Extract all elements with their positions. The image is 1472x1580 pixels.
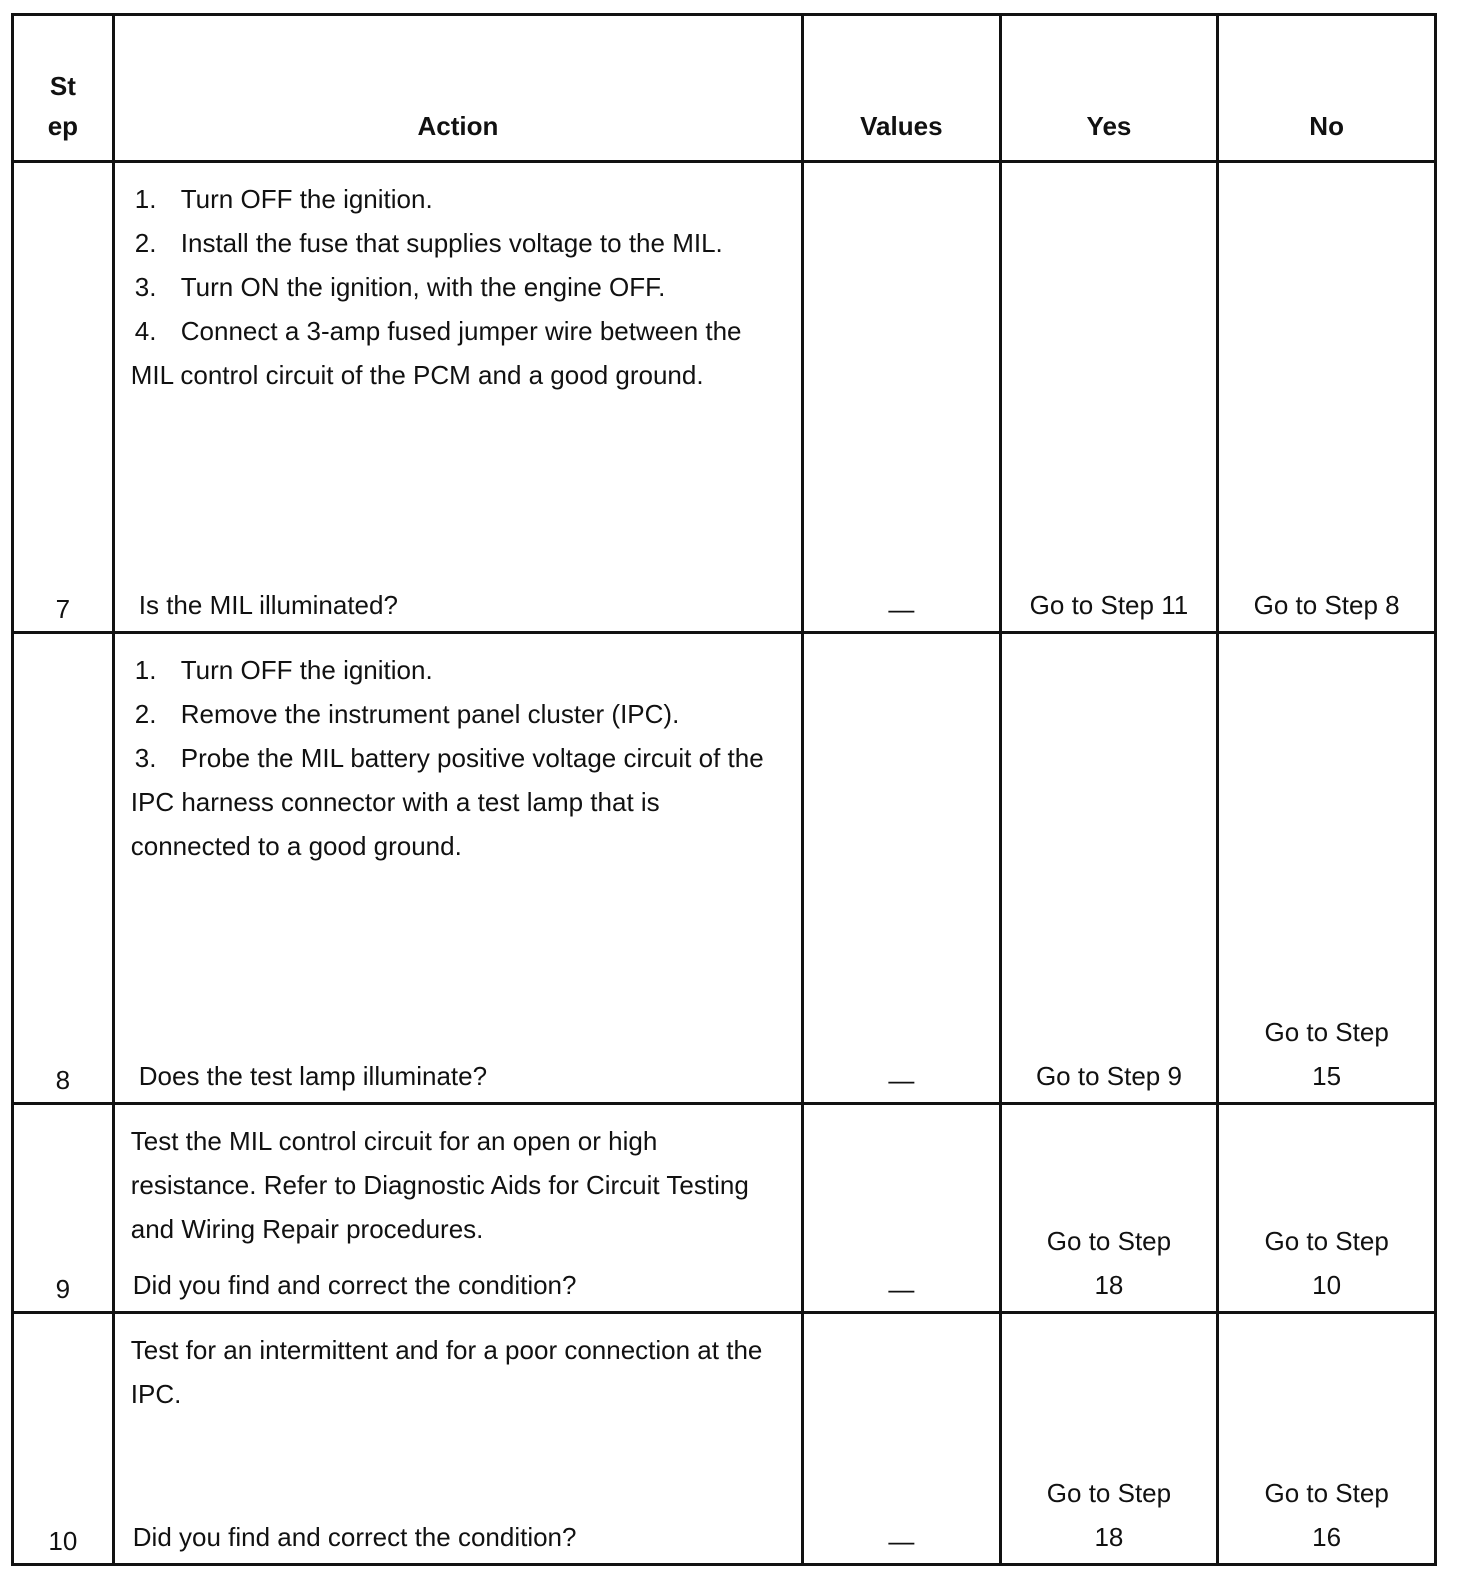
no-cell: Go to Step 16 xyxy=(1218,1313,1436,1565)
no-cell: Go to Step 8 xyxy=(1218,162,1436,633)
list-item: 3. Probe the MIL battery positive voltage circuit of the IPC harness connector with a test lamp that is connected to a good ground. xyxy=(130,743,764,861)
values-cell: — xyxy=(803,162,1001,633)
action-cell xyxy=(113,633,802,1104)
question-text: Is the MIL illuminated? xyxy=(138,590,398,620)
yes-cell: Go to Step 18 xyxy=(1000,1104,1218,1313)
action-text: Test the MIL control circuit for an open or high resistance. Refer to Diagnostic Aids for Circuit Testing and Wiring Repair procedures. xyxy=(130,1126,749,1244)
step-number: 9 xyxy=(13,1104,114,1313)
list-item: 1. Turn OFF the ignition. xyxy=(134,655,433,685)
action-cell xyxy=(113,1313,802,1565)
values-cell: — xyxy=(803,1104,1001,1313)
question-text: Does the test lamp illuminate? xyxy=(138,1061,488,1091)
step-number: 7 xyxy=(13,162,114,633)
header-row xyxy=(13,15,1436,162)
values-cell: — xyxy=(803,633,1001,1104)
diagnostic-table xyxy=(11,13,1437,1566)
question-text: Did you find and correct the condition? xyxy=(132,1522,577,1552)
list-item: 4. Connect a 3-amp fused jumper wire between the MIL control circuit of the PCM and a good ground. xyxy=(130,316,742,390)
yes-cell: Go to Step 11 xyxy=(1000,162,1218,633)
action-text: Test for an intermittent and for a poor connection at the IPC. xyxy=(130,1335,763,1409)
list-item: 3. Turn ON the ignition, with the engine OFF. xyxy=(134,272,666,302)
list-item: 2. Remove the instrument panel cluster (IPC). xyxy=(134,699,680,729)
table-row xyxy=(13,1104,1436,1313)
no-cell: Go to Step 10 xyxy=(1218,1104,1436,1313)
header-yes: Yes xyxy=(1000,15,1218,162)
table-row xyxy=(13,633,1436,1104)
action-cell xyxy=(113,162,802,633)
yes-cell: Go to Step 18 xyxy=(1000,1313,1218,1565)
action-cell xyxy=(113,1104,802,1313)
list-item: 2. Install the fuse that supplies voltage to the MIL. xyxy=(134,228,723,258)
header-step: St ep xyxy=(13,15,114,162)
table-row xyxy=(13,1313,1436,1565)
list-item: 1. Turn OFF the ignition. xyxy=(134,184,433,214)
table-row xyxy=(13,162,1436,633)
values-cell: — xyxy=(803,1313,1001,1565)
no-cell: Go to Step 15 xyxy=(1218,633,1436,1104)
question-text: Did you find and correct the condition? xyxy=(132,1270,577,1300)
yes-cell: Go to Step 9 xyxy=(1000,633,1218,1104)
header-action: Action xyxy=(113,15,802,162)
header-no: No xyxy=(1218,15,1436,162)
header-values: Values xyxy=(803,15,1001,162)
step-number: 8 xyxy=(13,633,114,1104)
step-number: 10 xyxy=(13,1313,114,1565)
